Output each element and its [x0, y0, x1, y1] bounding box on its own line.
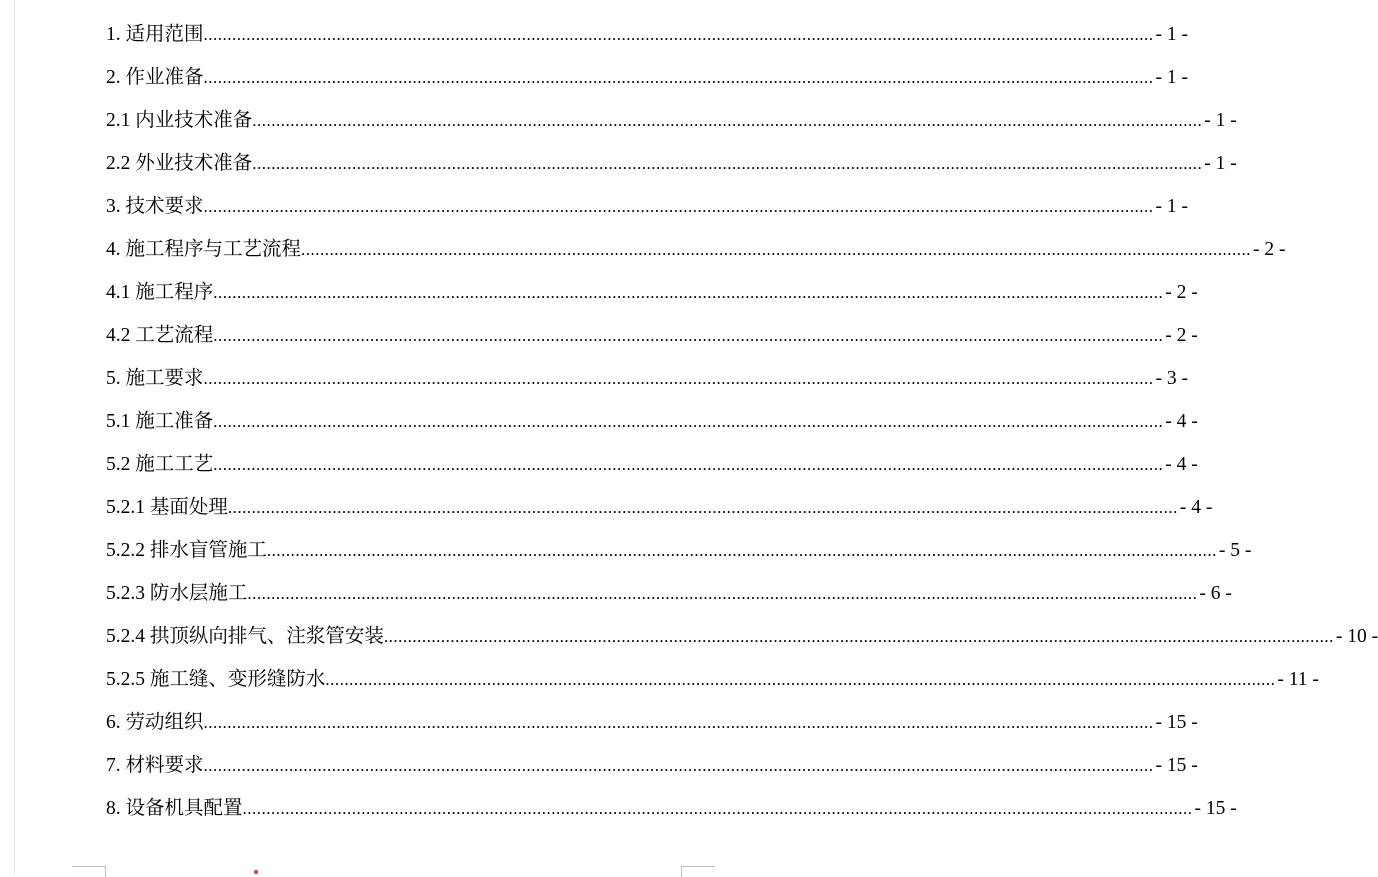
toc-entry-title: 外业技术准备 [135, 153, 253, 174]
toc-dot-leader: ........................................................................................................................................................................................................ [203, 756, 1154, 775]
toc-entry-page-number: - 1 - [1204, 153, 1237, 174]
toc-entry-title: 防水层施工 [149, 583, 248, 604]
toc-entry-title: 施工缝、变形缝防水 [149, 669, 326, 690]
toc-entry[interactable] [106, 185, 1189, 228]
page-corner-mark-right [681, 866, 715, 877]
toc-entry[interactable] [106, 13, 1189, 56]
toc-dot-leader: ........................................................................................................................................................................................................ [213, 326, 1164, 345]
toc-entry-page-number: - 10 - [1335, 626, 1378, 647]
toc-dot-leader: ........................................................................................................................................................................................................ [203, 68, 1154, 87]
toc-entry-number: 2. [106, 67, 126, 88]
toc-entry-number: 4.1 [106, 282, 136, 303]
toc-entry-page-number: - 4 - [1179, 497, 1213, 518]
toc-dot-leader: ........................................................................................................................................................................................................ [252, 111, 1203, 130]
toc-entry[interactable] [106, 271, 1198, 314]
toc-entry-number: 2.2 [106, 153, 136, 174]
toc-entry[interactable] [106, 658, 1319, 701]
toc-entry-number: 4.2 [106, 325, 136, 346]
toc-entry-number: 5.2.2 [106, 540, 150, 561]
toc-entry-title: 施工准备 [135, 411, 214, 432]
toc-dot-leader: ........................................................................................................................................................................................................ [213, 412, 1164, 431]
toc-entry-title: 内业技术准备 [135, 110, 253, 131]
toc-entry-number: 1. [106, 24, 126, 45]
toc-dot-leader: ........................................................................................................................................................................................................ [242, 799, 1193, 818]
toc-entry-page-number: - 3 - [1155, 368, 1189, 389]
toc-entry[interactable] [106, 529, 1252, 572]
toc-entry-title: 劳动组织 [125, 712, 204, 733]
toc-entry-page-number: - 2 - [1253, 239, 1286, 260]
toc-entry-page-number: - 11 - [1277, 669, 1319, 690]
toc-entry-number: 3. [106, 196, 126, 217]
toc-dot-leader: ........................................................................................................................................................................................................ [247, 584, 1198, 603]
toc-entry-number: 6. [106, 712, 126, 733]
toc-entry-title: 材料要求 [125, 755, 204, 776]
toc-entry-page-number: - 1 - [1155, 67, 1189, 88]
toc-entry-title: 适用范围 [125, 24, 204, 45]
toc-entry-page-number: - 4 - [1165, 411, 1198, 432]
page-corner-mark-left [72, 866, 106, 877]
toc-entry-title: 施工要求 [125, 368, 204, 389]
toc-entry-title: 施工程序 [135, 282, 214, 303]
toc-entry-page-number: - 15 - [1155, 712, 1198, 733]
toc-entry-page-number: - 6 - [1199, 583, 1232, 604]
toc-entry[interactable] [106, 787, 1237, 830]
toc-dot-leader: ........................................................................................................................................................................................................ [213, 283, 1164, 302]
toc-entry[interactable] [106, 400, 1198, 443]
toc-entry-page-number: - 4 - [1165, 454, 1198, 475]
toc-entry-title: 施工程序与工艺流程 [125, 239, 302, 260]
toc-entry[interactable] [106, 744, 1198, 787]
toc-entry[interactable] [106, 572, 1232, 615]
toc-entry-title: 排水盲管施工 [149, 540, 267, 561]
toc-entry-page-number: - 1 - [1155, 24, 1189, 45]
toc-entry-title: 基面处理 [149, 497, 228, 518]
toc-dot-leader: ........................................................................................................................................................................................................ [213, 455, 1164, 474]
table-of-contents [106, 13, 1378, 830]
toc-dot-leader: ........................................................................................................................................................................................................ [252, 154, 1203, 173]
toc-entry-page-number: - 15 - [1155, 755, 1198, 776]
toc-entry-page-number: - 5 - [1218, 540, 1252, 561]
toc-entry-title: 施工工艺 [135, 454, 214, 475]
toc-entry-number: 5.2.1 [106, 497, 150, 518]
toc-entry-number: 2.1 [106, 110, 136, 131]
toc-dot-leader: ........................................................................................................................................................................................................ [383, 627, 1334, 646]
toc-entry-number: 5.1 [106, 411, 136, 432]
toc-entry-page-number: - 2 - [1165, 282, 1198, 303]
toc-entry[interactable] [106, 615, 1378, 658]
toc-dot-leader: ........................................................................................................................................................................................................ [266, 541, 1217, 560]
toc-entry-page-number: - 1 - [1204, 110, 1237, 131]
toc-entry-number: 5. [106, 368, 126, 389]
toc-dot-leader: ........................................................................................................................................................................................................ [301, 240, 1252, 259]
toc-entry-number: 5.2 [106, 454, 136, 475]
red-marker-dot [254, 870, 258, 874]
toc-entry-title: 设备机具配置 [125, 798, 243, 819]
toc-dot-leader: ........................................................................................................................................................................................................ [325, 670, 1276, 689]
toc-entry-number: 5.2.5 [106, 669, 150, 690]
toc-entry[interactable] [106, 443, 1198, 486]
toc-entry-page-number: - 15 - [1194, 798, 1237, 819]
toc-entry[interactable] [106, 357, 1189, 400]
toc-entry[interactable] [106, 56, 1189, 99]
toc-entry-number: 7. [106, 755, 126, 776]
toc-entry-title: 作业准备 [125, 67, 204, 88]
toc-entry-number: 5.2.4 [106, 626, 150, 647]
toc-entry[interactable] [106, 99, 1237, 142]
toc-dot-leader: ........................................................................................................................................................................................................ [203, 197, 1154, 216]
toc-entry[interactable] [106, 142, 1237, 185]
toc-dot-leader: ........................................................................................................................................................................................................ [203, 25, 1154, 44]
toc-entry[interactable] [106, 486, 1213, 529]
toc-entry[interactable] [106, 228, 1286, 271]
toc-dot-leader: ........................................................................................................................................................................................................ [203, 713, 1154, 732]
toc-entry-number: 8. [106, 798, 126, 819]
toc-entry-title: 技术要求 [125, 196, 204, 217]
toc-entry[interactable] [106, 314, 1198, 357]
toc-entry-page-number: - 2 - [1165, 325, 1198, 346]
page-edge-line [14, 0, 15, 874]
toc-entry-title: 工艺流程 [135, 325, 214, 346]
toc-entry[interactable] [106, 701, 1198, 744]
toc-dot-leader: ........................................................................................................................................................................................................ [227, 498, 1178, 517]
toc-entry-title: 拱顶纵向排气、注浆管安装 [149, 626, 384, 647]
toc-entry-number: 4. [106, 239, 126, 260]
toc-dot-leader: ........................................................................................................................................................................................................ [203, 369, 1154, 388]
toc-entry-page-number: - 1 - [1155, 196, 1189, 217]
toc-entry-number: 5.2.3 [106, 583, 150, 604]
